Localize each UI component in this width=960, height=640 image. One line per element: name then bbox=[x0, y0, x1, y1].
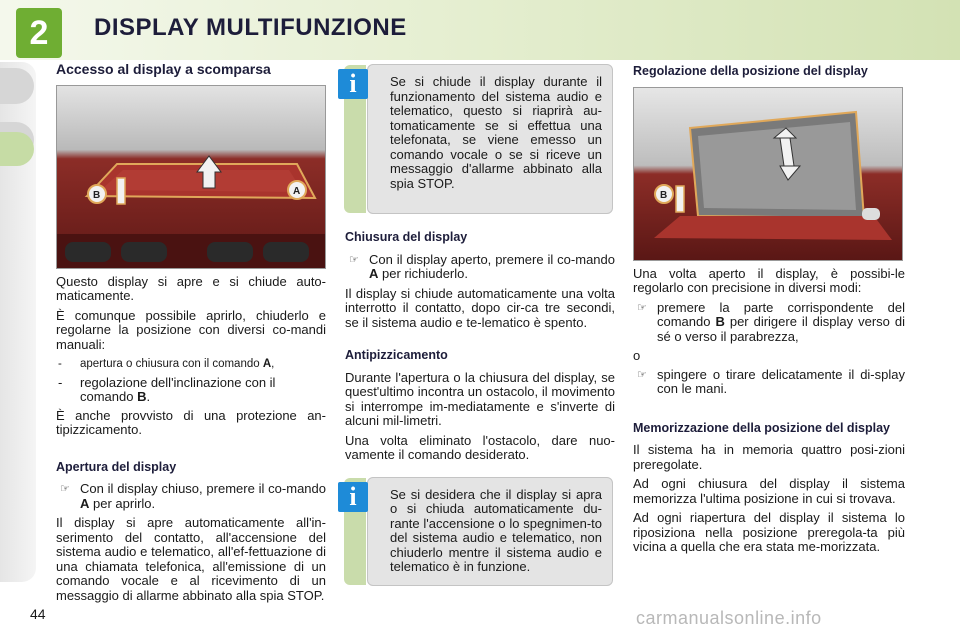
anti-pinch-paragraph-2: Una volta eliminato l'ostacolo, dare nuo-vamente il comando desiderato. bbox=[345, 432, 615, 462]
dashboard-photo-open bbox=[633, 87, 903, 261]
rail-tab-active bbox=[0, 132, 34, 166]
manual-intro-paragraph: È comunque possibile aprirlo, chiuderlo e regolarne la posizione con diversi co-mandi manuali: bbox=[56, 307, 326, 352]
dashboard-closed-illustration bbox=[57, 86, 325, 268]
rail-tab bbox=[0, 68, 34, 104]
pointing-hand-icon: ☞ bbox=[60, 483, 70, 495]
anti-pinch-paragraph: Durante l'apertura o la chiusura del display, se quest'ultimo incontra un ostacolo, il movimento si interrompe im-mediatamente e s'inverte di alcuni mil-limetri. bbox=[345, 369, 615, 428]
dash-marker: - bbox=[58, 358, 62, 370]
dash-item-open-close: - apertura o chiusura con il comando A, bbox=[58, 358, 275, 370]
adjust-intro-paragraph: Una volta aperto il display, è possibi-le regolarlo con precisione in diversi modi: bbox=[633, 265, 905, 295]
protection-paragraph: È anche provvisto di una protezione an-tipizzicamento. bbox=[56, 407, 326, 437]
column-left bbox=[56, 62, 326, 608]
memory-paragraph-1: Il sistema ha in memoria quattro posi-zioni preregolate. bbox=[633, 442, 905, 472]
pointing-hand-icon: ☞ bbox=[349, 253, 359, 266]
label-b: B bbox=[660, 189, 668, 201]
label-b: B bbox=[93, 189, 101, 201]
memory-paragraph-2: Ad ogni chiusura del display il sistema memorizza l'ultima posizione in cui si trovava. bbox=[633, 476, 905, 506]
adjust-heading: Regolazione della posizione del display bbox=[633, 64, 868, 78]
info-icon: i bbox=[338, 69, 368, 99]
column-right bbox=[633, 62, 905, 560]
opening-heading: Apertura del display bbox=[56, 459, 177, 474]
info-text-reopen: Se si chiude il display durante il funzionamento del sistema audio e telematico, questo si riaprirà au-tomaticamente se si effettua una telefonata, se viene emesso un comando vocale o se si riceve un messaggio d'allarme abbinato alla spia STOP. bbox=[390, 74, 602, 191]
page-title: DISPLAY MULTIFUNZIONE bbox=[94, 14, 407, 41]
info-text-auto: Se si desidera che il display si apra o si chiuda automaticamente du-rante l'accensione o lo spegnimen-to del sistema audio e telematico, non chiuderlo mentre il sistema audio e telematico è in funzione. bbox=[390, 486, 602, 574]
info-box-reopen bbox=[349, 64, 613, 214]
or-label: o bbox=[633, 348, 641, 363]
watermark: carmanualsonline.info bbox=[636, 608, 822, 628]
left-rail bbox=[0, 62, 36, 582]
closing-heading: Chiusura del display bbox=[345, 230, 468, 244]
chapter-badge: 2 bbox=[16, 8, 62, 58]
dash-marker: - bbox=[58, 374, 63, 390]
info-box-auto bbox=[349, 477, 613, 586]
anti-pinch-heading: Antipizzicamento bbox=[345, 348, 448, 362]
label-a: A bbox=[293, 185, 301, 197]
pointing-hand-icon: ☞ bbox=[637, 301, 647, 314]
adjust-bullet-button: ☞ premere la parte corrispondente del comando B per dirigere il display verso di sé o verso il parabrezza, bbox=[637, 299, 906, 344]
dashboard-photo-closed bbox=[56, 85, 326, 269]
pointing-hand-icon: ☞ bbox=[637, 368, 647, 381]
section-heading-access: Accesso al display a scomparsa bbox=[56, 61, 271, 77]
opening-bullet: ☞ Con il display chiuso, premere il co-mando A per aprirlo. bbox=[60, 481, 326, 511]
page-number: 44 bbox=[30, 606, 46, 622]
opening-auto-paragraph: Il display si apre automaticamente all'in-serimento del contatto, all'accensione del sistema audio e telematico, all'ef-fettuazione di una chiamata telefonica, all'emissione di un comando vocale e al ricevimento di un messaggio di allarme abbinato alla spia STOP. bbox=[56, 515, 326, 603]
adjust-bullet-hands: ☞ spingere o tirare delicatamente il di-splay con le mani. bbox=[637, 366, 905, 396]
info-icon: i bbox=[338, 482, 368, 512]
memory-paragraph-3: Ad ogni riapertura del display il sistema lo riposiziona nella posizione preregola-ta più vicina a quella che era stata me-morizzata. bbox=[633, 510, 905, 554]
dashboard-open-illustration bbox=[634, 88, 902, 260]
memory-heading: Memorizzazione della posizione del display bbox=[633, 420, 891, 435]
closing-bullet: ☞ Con il display aperto, premere il co-mando A per richiuderlo. bbox=[349, 251, 615, 281]
closing-auto-paragraph: Il display si chiude automaticamente una volta interrotto il contatto, dopo cir-ca tre secondi, se il sistema audio e te-lematico è spento. bbox=[345, 285, 615, 330]
intro-paragraph: Questo display si apre e si chiude auto-maticamente. bbox=[56, 273, 326, 303]
column-middle bbox=[345, 62, 615, 586]
dash-item-tilt: - regolazione dell'inclinazione con il comando B. bbox=[58, 374, 276, 404]
